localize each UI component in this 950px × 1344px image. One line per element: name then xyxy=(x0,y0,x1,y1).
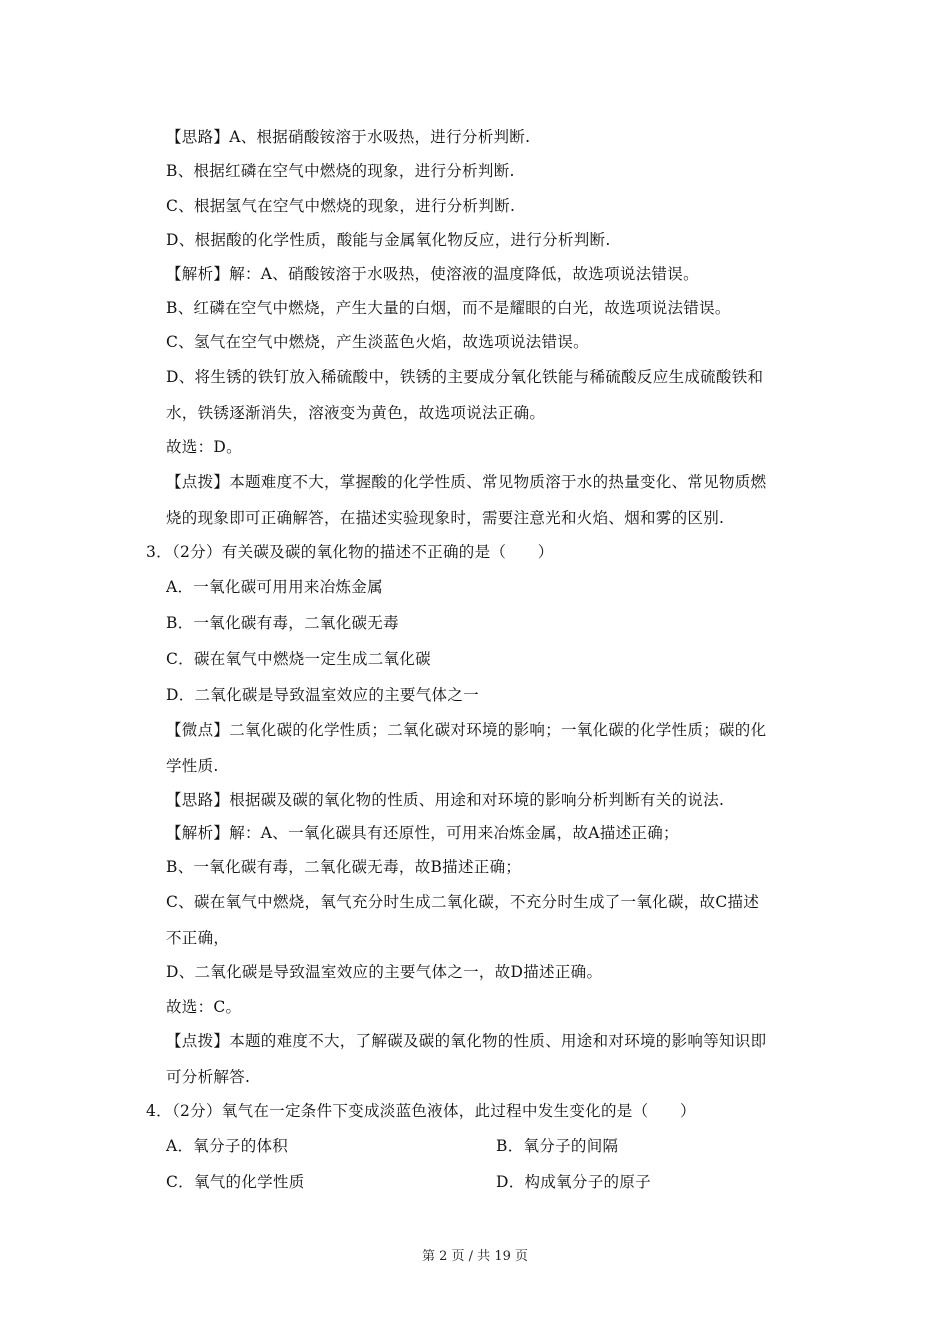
prev-silu-line-4: D、根据酸的化学性质，酸能与金属氧化物反应，进行分析判断. xyxy=(166,231,611,249)
q3-jiexi-line-6: 故选：C。 xyxy=(166,998,242,1016)
q3-option-d: D．二氧化碳是导致温室效应的主要气体之一 xyxy=(166,686,479,704)
q3-jiexi-line-3: C、碳在氧气中燃烧，氧气充分时生成二氧化碳，不充分时生成了一氧化碳，故C描述 xyxy=(166,893,760,911)
q4-option-c: C．氧气的化学性质 xyxy=(166,1173,305,1191)
prev-jiexi-line-1: 【解析】解：A、硝酸铵溶于水吸热，使溶液的温度降低，故选项说法错误。 xyxy=(166,265,699,283)
prev-jiexi-line-4: D、将生锈的铁钉放入稀硫酸中，铁锈的主要成分氧化铁能与稀硫酸反应生成硫酸铁和 xyxy=(166,368,764,386)
q3-jiexi-line-5: D、二氧化碳是导致温室效应的主要气体之一，故D描述正确。 xyxy=(166,963,603,981)
q3-option-c: C．碳在氧气中燃烧一定生成二氧化碳 xyxy=(166,650,431,668)
prev-dianbo-line-1: 【点拨】本题难度不大，掌握酸的化学性质、常见物质溶于水的热量变化、常见物质燃 xyxy=(166,473,767,491)
q3-jiexi-line-2: B、一氧化碳有毒，二氧化碳无毒，故B描述正确； xyxy=(166,858,522,876)
prev-jiexi-line-3: C、氢气在空气中燃烧，产生淡蓝色火焰，故选项说法错误。 xyxy=(166,333,589,351)
q3-silu: 【思路】根据碳及碳的氧化物的性质、用途和对环境的影响分析判断有关的说法. xyxy=(166,791,725,809)
q3-jiexi-line-1: 【解析】解：A、一氧化碳具有还原性，可用来冶炼金属，故A描述正确； xyxy=(166,824,679,842)
q4-stem: 4．（2分）氧气在一定条件下变成淡蓝色液体，此过程中发生变化的是（ ） xyxy=(146,1102,696,1120)
prev-jiexi-line-6: 故选：D。 xyxy=(166,438,242,456)
q3-weidian-line-1: 【微点】二氧化碳的化学性质；二氧化碳对环境的影响；一氧化碳的化学性质；碳的化 xyxy=(166,721,767,739)
prev-jiexi-line-2: B、红磷在空气中燃烧，产生大量的白烟，而不是耀眼的白光，故选项说法错误。 xyxy=(166,299,731,317)
q3-stem: 3．（2分）有关碳及碳的氧化物的描述不正确的是（ ） xyxy=(146,543,554,561)
q3-weidian-line-2: 学性质. xyxy=(166,757,219,775)
prev-silu-line-2: B、根据红磷在空气中燃烧的现象，进行分析判断. xyxy=(166,162,515,180)
prev-jiexi-line-5: 水，铁锈逐渐消失，溶液变为黄色，故选项说法正确。 xyxy=(166,404,546,422)
q3-dianbo-line-2: 可分析解答. xyxy=(166,1068,251,1086)
q4-option-b: B．氧分子的间隔 xyxy=(496,1137,619,1155)
prev-dianbo-line-2: 烧的现象即可正确解答，在描述实验现象时，需要注意光和火焰、烟和雾的区别. xyxy=(166,509,725,527)
q3-dianbo-line-1: 【点拨】本题的难度不大，了解碳及碳的氧化物的性质、用途和对环境的影响等知识即 xyxy=(166,1032,767,1050)
q4-option-a: A．氧分子的体积 xyxy=(166,1137,289,1155)
prev-silu-line-3: C、根据氢气在空气中燃烧的现象，进行分析判断. xyxy=(166,197,516,215)
q3-option-b: B．一氧化碳有毒，二氧化碳无毒 xyxy=(166,614,399,632)
q3-jiexi-line-4: 不正确， xyxy=(166,929,230,947)
prev-silu-line-1: 【思路】A、根据硝酸铵溶于水吸热，进行分析判断. xyxy=(166,128,531,146)
q3-option-a: A．一氧化碳可用用来冶炼金属 xyxy=(166,578,383,596)
q4-option-d: D．构成氧分子的原子 xyxy=(496,1173,651,1191)
page-footer: 第 2 页 / 共 19 页 xyxy=(422,1249,528,1264)
